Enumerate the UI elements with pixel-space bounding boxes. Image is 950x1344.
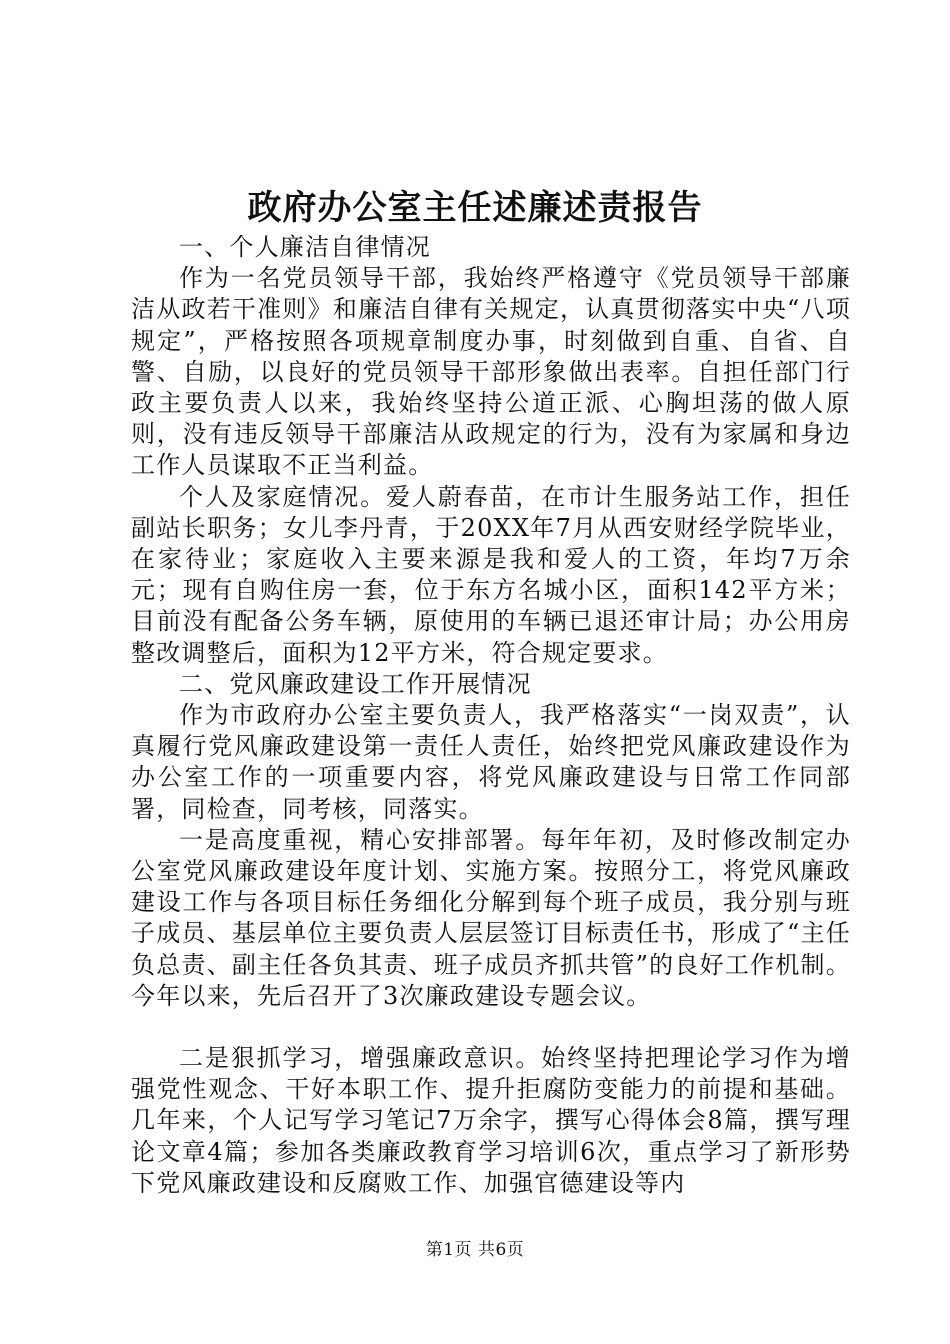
page-number: 第1页 共6页 bbox=[425, 1240, 525, 1260]
section-heading-1: 一、个人廉洁自律情况 bbox=[179, 233, 431, 261]
document-body bbox=[131, 232, 851, 1199]
paragraph-family-info: 个人及家庭情况。爱人蔚春苗，在市计生服务站工作，担任副站长职务；女儿李丹青，于20XX年7月从西安财经学院毕业，在家待业；家庭收入主要来源是我和爱人的工资，年均7万余元；现有自购住房一套，位于东方名城小区，面积142平方米；目前没有配备公务车辆，原使用的车辆已退还审计局；办公用房整改调整后，面积为12平方米，符合规定要求。 bbox=[131, 482, 851, 667]
document-title: 政府办公室主任述廉述责报告 bbox=[247, 188, 703, 228]
paragraph-integrity: 作为一名党员领导干部，我始终严格遵守《党员领导干部廉洁从政若干准则》和廉洁自律有关规定，认真贯彻落实中央“八项规定”，严格按照各项规章制度办事，时刻做到自重、自省、自警、自励，以良好的党员领导干部形象做出表率。自担任部门行政主要负责人以来，我始终坚持公道正派、心胸坦荡的做人原则，没有违反领导干部廉洁从政规定的行为，没有为家属和身边工作人员谋取不正当利益。 bbox=[131, 264, 851, 480]
paragraph-gap bbox=[131, 1012, 851, 1043]
paragraph-responsibility: 作为市政府办公室主要负责人，我严格落实“一岗双责”，认真履行党风廉政建设第一责任人责任，始终把党风廉政建设作为办公室工作的一项重要内容，将党风廉政建设与日常工作同部署，同检查，同考核，同落实。 bbox=[131, 701, 851, 823]
section-heading-2: 二、党风廉政建设工作开展情况 bbox=[179, 669, 532, 698]
paragraph-deployment: 一是高度重视，精心安排部署。每年年初，及时修改制定办公室党风廉政建设年度计划、实施方案。按照分工，将党风廉政建设工作与各项目标任务细化分解到每个班子成员，我分别与班子成员、基层单位主要负责人层层签订目标责任书，形成了“主任负总责、副主任各负其责、班子成员齐抓共管”的良好工作机制。今年以来，先后召开了3次廉政建设专题会议。 bbox=[131, 825, 851, 1010]
paragraph-study: 二是狠抓学习，增强廉政意识。始终坚持把理论学习作为增强党性观念、干好本职工作、提升拒腐防变能力的前提和基础。几年来，个人记写学习笔记7万余字，撰写心得体会8篇，撰写理论文章4篇；参加各类廉政教育学习培训6次，重点学习了新形势下党风廉政建设和反腐败工作、加强官德建设等内 bbox=[131, 1044, 851, 1197]
